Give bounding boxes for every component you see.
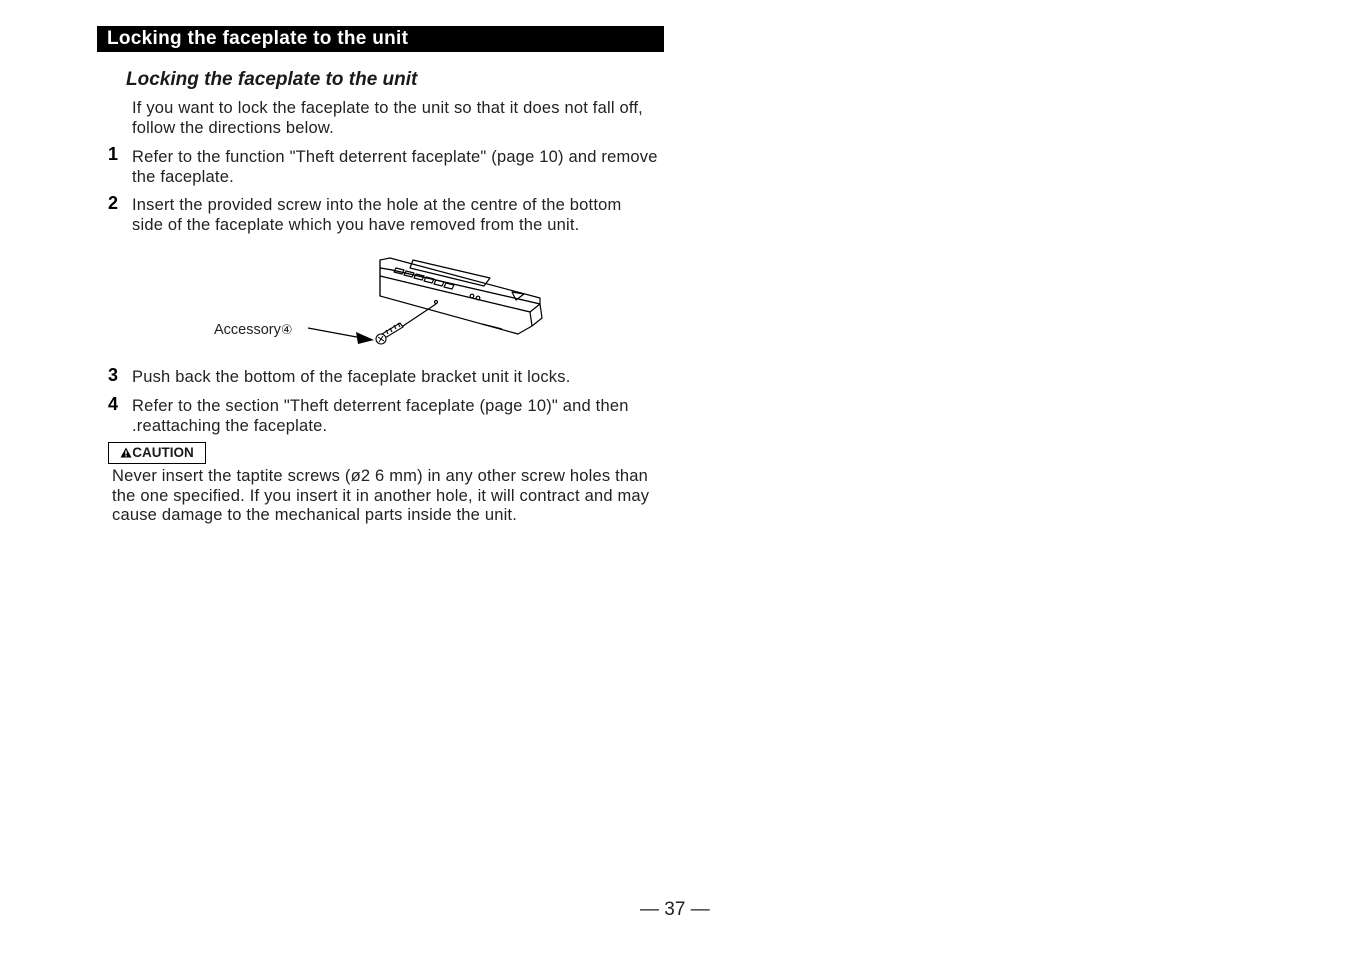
step-4-number: 4 (108, 394, 119, 414)
section-title-bar: Locking the faceplate to the unit (97, 26, 664, 52)
caution-text: Never insert the taptite screws (ø2 6 mm) in any other screw holes than the one specified. If you insert it in another hole, it will contract and may cause damage to the mechanical parts inside the unit. (112, 467, 650, 524)
caution-label: CAUTION (108, 442, 206, 464)
step-2-text: Insert the provided screw into the hole at the centre of the bottom side of the faceplate which you have removed from the unit. (132, 196, 622, 234)
step-1-number: 1 (108, 144, 119, 164)
figure-caption: Accessory④ (214, 322, 293, 338)
step-3-text: Push back the bottom of the faceplate bracket unit it locks. (132, 368, 571, 386)
step-2-number: 2 (108, 193, 119, 213)
step-1-text: Refer to the function "Theft deterrent faceplate" (page 10) and remove the faceplate. (132, 148, 658, 186)
intro-paragraph: If you want to lock the faceplate to the unit so that it does not fall off, follow the directions below. (132, 99, 643, 137)
faceplate-screw-illustration (300, 250, 560, 350)
subsection-title: Locking the faceplate to the unit (126, 69, 418, 90)
accessory-number-mark: ④ (280, 322, 293, 337)
step-3-number: 3 (108, 365, 119, 385)
step-4-text: Refer to the section "Theft deterrent faceplate (page 10)" and then .reattaching the faceplate. (132, 397, 629, 435)
page-number: — 37 — (640, 899, 710, 920)
warning-triangle-icon (120, 447, 132, 458)
